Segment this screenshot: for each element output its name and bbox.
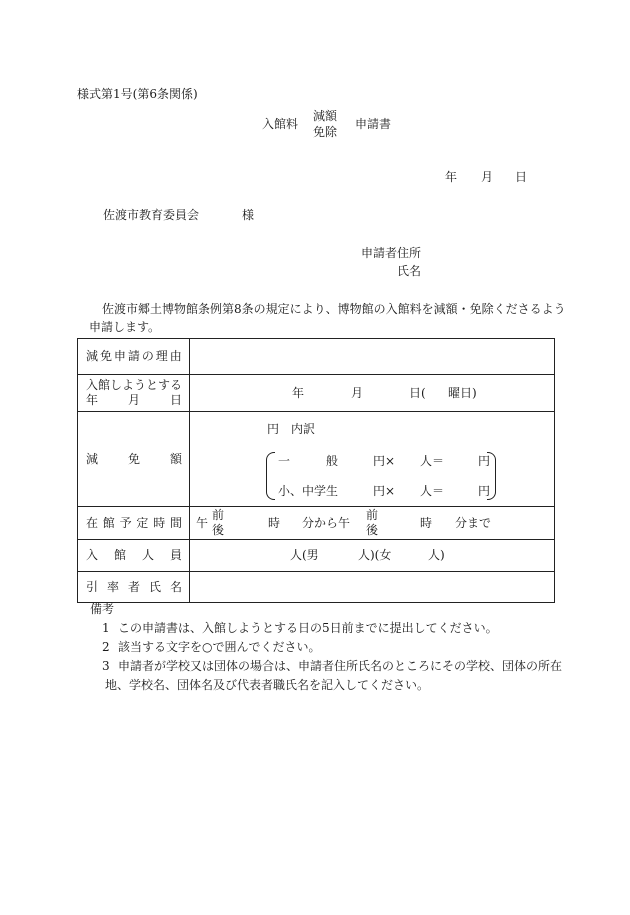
addressee-name: 佐渡市教育委員会 (103, 208, 200, 222)
reduction-amount-input[interactable] (190, 412, 555, 507)
notes-heading: 備考 (90, 602, 115, 616)
ampm1-option-pm: 後 (212, 523, 225, 537)
students-yen-label: 円× (373, 484, 396, 498)
time-label-char-1: 在 (86, 515, 99, 530)
row-reduction-amount (78, 412, 555, 507)
visit-date-label-line1: 入館しようとする (86, 378, 183, 392)
leader-label-char-1: 引 (86, 579, 99, 594)
leader-label-char-4: 氏 (148, 579, 161, 594)
reduction-label-char-2: 免 (127, 451, 140, 466)
row-reason (78, 339, 555, 375)
visitor-label-char-1: 入 (86, 548, 99, 563)
persons-male-label: 人(男 (290, 548, 319, 562)
reduction-label-char-1: 減 (86, 451, 99, 466)
visitor-label-char-2: 館 (113, 548, 126, 563)
reason-label-char: 免 (99, 349, 113, 364)
students-persons-label: 人＝ (420, 484, 445, 498)
time-label-char-3: 予 (119, 515, 132, 530)
visit-date-label-line2 (86, 393, 189, 408)
time-label-char-5: 時 (153, 515, 166, 530)
visitor-count-label (78, 548, 189, 562)
leader-label-char-5: 名 (169, 579, 182, 594)
end-hour-label: 時 (420, 516, 433, 530)
visit-weekday-label: 曜日) (448, 386, 477, 400)
note-text-continuation: 地、学校名、団体名及び代表者職氏名を記入してください。 (105, 678, 430, 692)
ampm2-option-am: 前 (366, 508, 379, 522)
date-month-label: 月 (481, 170, 494, 184)
reason-label-char: 理 (155, 349, 168, 364)
ampm1-option-am: 前 (212, 508, 225, 522)
row-visit-date (78, 375, 555, 412)
left-bracket (266, 452, 275, 500)
visitor-label-char-3: 人 (141, 548, 154, 563)
row-visitor-count (78, 540, 555, 572)
row-leader-name (78, 572, 555, 603)
note-text: 該当する文字を○で囲んでください。 (118, 640, 321, 654)
yen-breakdown-label: 円 内訳 (267, 422, 316, 436)
leader-name-input[interactable] (190, 572, 555, 603)
application-table (77, 338, 555, 603)
visit-date-label-cell (78, 375, 190, 412)
reason-label-char: 減 (86, 349, 99, 364)
scheduled-time-input[interactable] (190, 507, 555, 540)
title-option-exemption: 免除 (313, 125, 338, 139)
ampm1-prefix: 午 (196, 516, 209, 530)
ampm2-option-pm: 後 (366, 523, 379, 537)
reason-input[interactable] (190, 339, 555, 375)
general-yen-label: 円× (373, 454, 396, 468)
reason-label-char: 申 (113, 349, 127, 364)
visitor-label-char-4: 員 (169, 548, 182, 563)
visitor-count-input[interactable] (190, 540, 555, 572)
title-suffix: 申請書 (355, 117, 392, 131)
general-total-label: 円 (478, 454, 491, 468)
visit-date-label-day: 日 (169, 393, 182, 407)
start-hour-label: 時 (268, 516, 281, 530)
note-number: 2 (102, 640, 110, 654)
general-persons-label: 人＝ (420, 454, 445, 468)
applicant-address-label: 申請者住所 (361, 246, 422, 260)
note-number: 1 (102, 621, 110, 635)
addressee-honorific: 様 (242, 208, 255, 222)
note-number: 3 (102, 659, 110, 673)
intro-line-2: 申請します。 (89, 320, 161, 334)
students-category-label: 小、中学生 (278, 484, 339, 498)
title-option-reduction: 減額 (313, 109, 338, 123)
start-minute-from-label: 分から午 (302, 516, 351, 530)
form-number: 様式第1号(第6条関係) (77, 87, 198, 101)
leader-label-char-2: 率 (106, 579, 119, 594)
leader-name-label (78, 580, 189, 594)
reason-label-char: 由 (169, 349, 182, 364)
reason-label (78, 349, 189, 363)
visit-date-label-month: 月 (127, 393, 140, 407)
title-prefix: 入館料 (262, 117, 299, 131)
general-category-label: 一 般 (278, 454, 339, 468)
visit-date-label-year: 年 (86, 393, 99, 407)
male-female-label: 人)(女 (358, 548, 392, 562)
date-year-label: 年 (445, 170, 458, 184)
end-minute-until-label: 分まで (455, 516, 492, 530)
visit-month-label: 月 (351, 386, 364, 400)
reduction-amount-label-cell (78, 412, 190, 507)
row-scheduled-time (78, 507, 555, 540)
note-text: この申請書は、入館しようとする日の5日前までに提出してください。 (118, 621, 498, 635)
intro-line-1: 佐渡市郷土博物館条例第8条の規定により、博物館の入館料を減額・免除くださるよう (102, 302, 566, 316)
visitor-count-label-cell (78, 540, 190, 572)
reduction-amount-label (78, 452, 189, 466)
visit-day-label: 日( (409, 386, 426, 400)
leader-label-char-3: 者 (127, 579, 140, 594)
time-label-char-4: 定 (136, 515, 149, 530)
reason-label-char: 請 (127, 349, 141, 364)
scheduled-time-label (78, 516, 189, 530)
reason-label-cell (78, 339, 190, 375)
students-total-label: 円 (478, 484, 491, 498)
time-label-char-6: 間 (169, 515, 182, 530)
reduction-label-char-3: 額 (169, 451, 182, 466)
female-close-label: 人) (428, 548, 445, 562)
note-text: 申請者が学校又は団体の場合は、申請者住所氏名のところにその学校、団体の所在 (118, 659, 563, 673)
date-day-label: 日 (515, 170, 528, 184)
reason-label-char: の (141, 349, 155, 364)
visit-date-input[interactable] (190, 375, 555, 412)
applicant-name-label: 氏名 (397, 264, 422, 278)
leader-name-label-cell (78, 572, 190, 603)
scheduled-time-label-cell (78, 507, 190, 540)
visit-year-label: 年 (292, 386, 305, 400)
time-label-char-2: 館 (102, 515, 115, 530)
